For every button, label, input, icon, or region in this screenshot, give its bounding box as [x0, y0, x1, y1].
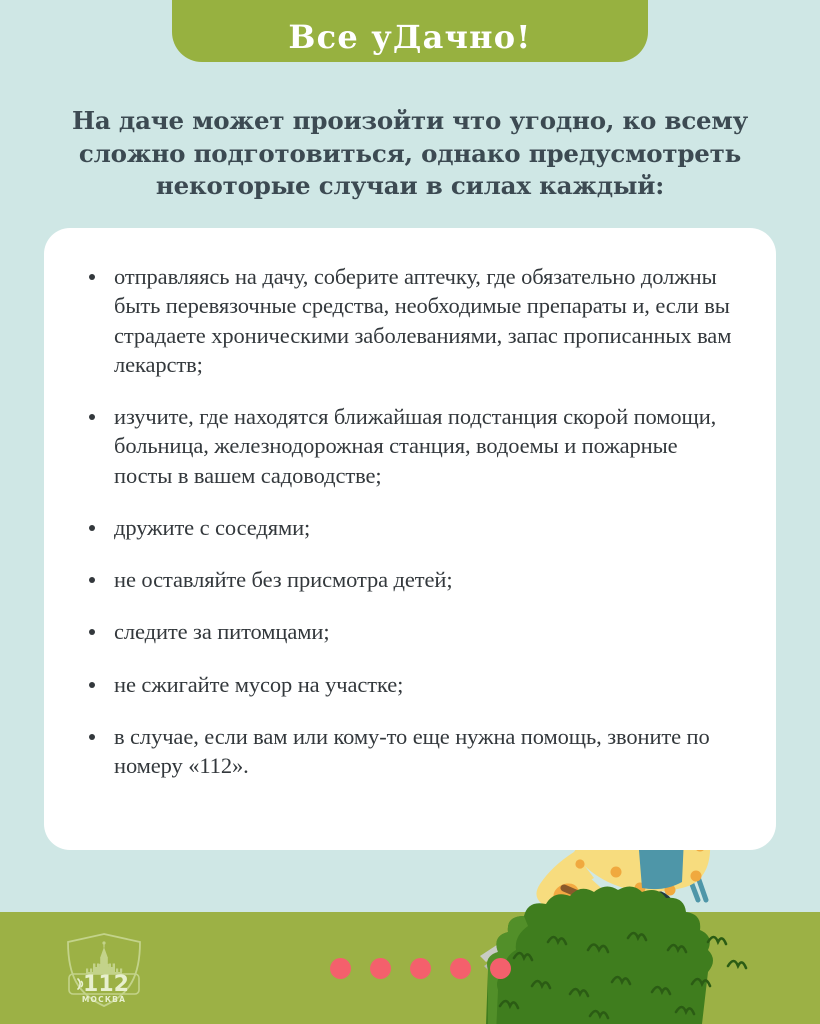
- list-item: дружите с соседями;: [82, 513, 736, 542]
- hand-upper: [550, 880, 582, 909]
- subtitle-text: На даче может произойти что угодно, ко всему сложно подготовиться, однако предусмотреть некоторые случаи в силах каждый:: [71, 106, 749, 201]
- dot: [490, 958, 511, 979]
- logo-number: 112: [83, 972, 129, 997]
- dot: [330, 958, 351, 979]
- header-banner: [172, 0, 648, 62]
- decorative-dots: [330, 958, 511, 979]
- list-item: изучите, где находятся ближайшая подстанция скорой помощи, больница, железнодорожная станция, водоемы и пожарные посты в вашем садоводстве;: [82, 402, 736, 490]
- dot: [450, 958, 471, 979]
- list-item: отправляясь на дачу, соберите аптечку, где обязательно должны быть перевязочные средства, необходимые препараты и, если вы страдаете хроническими заболеваниями, запас прописанных вам лекарств;: [82, 262, 736, 379]
- content-card: [44, 228, 776, 850]
- list-item: следите за питомцами;: [82, 617, 736, 646]
- kremlin-tower-icon: [86, 941, 122, 974]
- safety-tips-list: [82, 262, 736, 780]
- list-item: в случае, если вам или кому-то еще нужна помощь, звоните по номеру «112».: [82, 722, 736, 781]
- apron-ties: [682, 858, 706, 900]
- list-item: не оставляйте без присмотра детей;: [82, 565, 736, 594]
- shield-badge-icon: [60, 932, 148, 1008]
- sleeve-upper: [536, 852, 594, 908]
- dot: [370, 958, 391, 979]
- page-title: Все уДачно!: [288, 18, 532, 56]
- dot: [410, 958, 431, 979]
- logo-112-moscow: [60, 932, 148, 1008]
- list-item: не сжигайте мусор на участке;: [82, 670, 736, 699]
- logo-city: МОСКВА: [81, 995, 127, 1004]
